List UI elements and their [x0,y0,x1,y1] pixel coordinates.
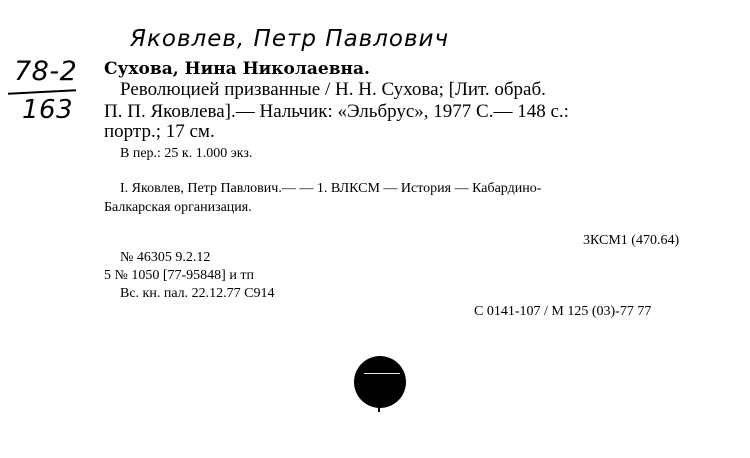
punch-hole-tail [378,404,380,412]
tracing-line-1: I. Яковлев, Петр Павлович.— — 1. ВЛКСМ — История — Кабардино- [120,181,542,196]
classification-code: 3КСМ1 (470.64) [583,233,680,248]
title-line-3: портр.; 17 см. [104,121,215,142]
punch-hole [354,356,406,408]
registration-line-2: 5 № 1050 [77-95848] и тп [104,268,254,283]
shelfmark-divider [8,89,76,95]
handwritten-name: Яковлев, Петр Павлович [130,26,450,52]
author-heading: Сухова, Нина Николаевна. [104,59,370,79]
publisher-code: С 0141-107 / М 125 (03)-77 77 [474,304,652,319]
punch-hole-streak [364,373,400,374]
title-line-1: Революцией призванные / Н. Н. Сухова; [Лит. обраб. [120,79,546,100]
title-line-2: П. П. Яковлева].— Нальчик: «Эльбрус», 1977 С.— 148 с.: [104,101,569,122]
registration-line-1: № 46305 9.2.12 [120,250,211,265]
shelfmark-bottom: 163 [22,95,74,125]
registration-line-3: Вс. кн. пал. 22.12.77 С914 [120,286,275,301]
tracing-line-2: Балкарская организация. [104,200,252,215]
price-edition: В пер.: 25 к. 1.000 экз. [120,146,253,161]
shelfmark-top: 78-2 [14,56,78,87]
